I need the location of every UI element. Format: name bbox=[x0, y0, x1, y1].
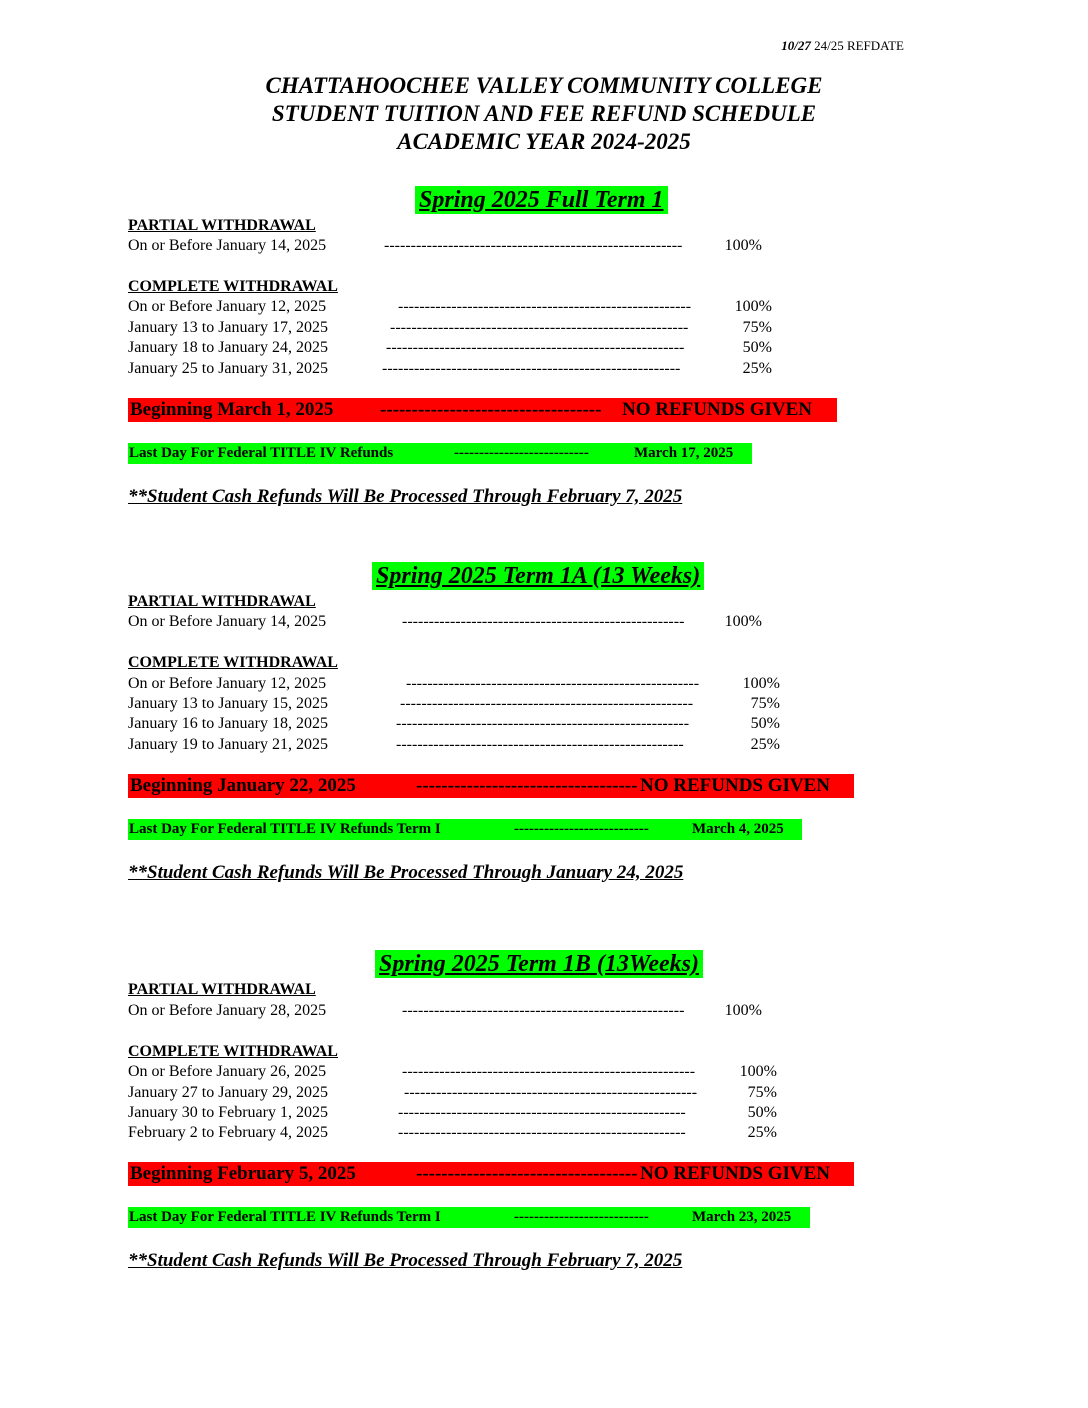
title-iv-bar bbox=[128, 1207, 810, 1228]
no-refunds-dashes: ----------------------------------- bbox=[416, 1163, 638, 1184]
title-iv-bar bbox=[128, 819, 802, 840]
ref-date: 10/27 24/25 REFDATE bbox=[781, 38, 904, 53]
complete-row-percent: 50% bbox=[747, 1104, 777, 1121]
complete-row-dashes: -------------------------------------------------------- bbox=[386, 339, 685, 356]
partial-row-date: On or Before January 28, 2025 bbox=[128, 1002, 327, 1019]
term-heading: Spring 2025 Full Term 1 bbox=[415, 186, 668, 214]
term-heading: Spring 2025 Term 1A (13 Weeks) bbox=[372, 562, 704, 590]
title-iv-dashes: --------------------------- bbox=[454, 445, 589, 461]
no-refunds-dashes: ----------------------------------- bbox=[380, 399, 602, 420]
partial-row-percent: 100% bbox=[724, 237, 762, 254]
no-refunds-bar bbox=[128, 398, 837, 422]
complete-row-date: January 25 to January 31, 2025 bbox=[128, 360, 328, 377]
complete-row-dashes: ------------------------------------------------------ bbox=[398, 1104, 686, 1121]
complete-row-dashes: ------------------------------------------------------ bbox=[396, 736, 684, 753]
partial-row-dashes: ----------------------------------------------------- bbox=[402, 613, 685, 630]
complete-row-percent: 50% bbox=[750, 715, 780, 732]
complete-withdrawal-label: COMPLETE WITHDRAWAL bbox=[128, 1043, 338, 1060]
title-iv-dashes: --------------------------- bbox=[514, 821, 649, 837]
partial-withdrawal-label: PARTIAL WITHDRAWAL bbox=[128, 217, 316, 234]
complete-row-dashes: ------------------------------------------------------- bbox=[400, 695, 694, 712]
complete-row-date: January 13 to January 17, 2025 bbox=[128, 319, 328, 336]
no-refunds-label: Beginning February 5, 2025 bbox=[130, 1163, 356, 1184]
complete-row-percent: 25% bbox=[742, 360, 772, 377]
complete-row-percent: 75% bbox=[742, 319, 772, 336]
complete-row-percent: 25% bbox=[747, 1124, 777, 1141]
complete-row-percent: 25% bbox=[750, 736, 780, 753]
title-line-2: STUDENT TUITION AND FEE REFUND SCHEDULE bbox=[271, 101, 817, 126]
partial-row-date: On or Before January 14, 2025 bbox=[128, 613, 327, 630]
cash-refund-note: **Student Cash Refunds Will Be Processed Through February 7, 2025 bbox=[128, 1250, 683, 1271]
title-line-1: CHATTAHOOCHEE VALLEY COMMUNITY COLLEGE bbox=[265, 73, 823, 98]
complete-row-date: January 16 to January 18, 2025 bbox=[128, 715, 328, 732]
no-refunds-bar bbox=[128, 1162, 854, 1186]
title-iv-date: March 23, 2025 bbox=[692, 1209, 792, 1225]
no-refunds-text: NO REFUNDS GIVEN bbox=[640, 775, 831, 796]
complete-row-dashes: ------------------------------------------------------- bbox=[404, 1084, 698, 1101]
no-refunds-text: NO REFUNDS GIVEN bbox=[622, 399, 813, 420]
cash-refund-note: **Student Cash Refunds Will Be Processed Through January 24, 2025 bbox=[128, 862, 684, 883]
no-refunds-text: NO REFUNDS GIVEN bbox=[640, 1163, 831, 1184]
complete-row-date: January 13 to January 15, 2025 bbox=[128, 695, 328, 712]
title-iv-label: Last Day For Federal TITLE IV Refunds Term I bbox=[129, 1209, 441, 1225]
complete-row-date: February 2 to February 4, 2025 bbox=[128, 1124, 328, 1141]
partial-row-dashes: -------------------------------------------------------- bbox=[384, 237, 683, 254]
complete-row-date: On or Before January 12, 2025 bbox=[128, 298, 327, 315]
title-line-3: ACADEMIC YEAR 2024-2025 bbox=[397, 129, 691, 154]
complete-row-dashes: ------------------------------------------------------- bbox=[396, 715, 690, 732]
partial-row-date: On or Before January 14, 2025 bbox=[128, 237, 327, 254]
no-refunds-dashes: ----------------------------------- bbox=[416, 775, 638, 796]
complete-row-date: January 30 to February 1, 2025 bbox=[128, 1104, 328, 1121]
complete-row-percent: 75% bbox=[747, 1084, 777, 1101]
title-iv-label: Last Day For Federal TITLE IV Refunds bbox=[129, 445, 394, 461]
no-refunds-label: Beginning March 1, 2025 bbox=[130, 399, 334, 420]
complete-row-dashes: ------------------------------------------------------ bbox=[398, 1124, 686, 1141]
title-iv-date: March 4, 2025 bbox=[692, 821, 784, 837]
complete-row-dashes: -------------------------------------------------------- bbox=[382, 360, 681, 377]
complete-row-percent: 50% bbox=[742, 339, 772, 356]
term-heading: Spring 2025 Term 1B (13Weeks) bbox=[375, 950, 703, 978]
complete-withdrawal-label: COMPLETE WITHDRAWAL bbox=[128, 654, 338, 671]
complete-row-percent: 75% bbox=[750, 695, 780, 712]
complete-row-date: January 19 to January 21, 2025 bbox=[128, 736, 328, 753]
partial-row-dashes: ----------------------------------------------------- bbox=[402, 1002, 685, 1019]
no-refunds-label: Beginning January 22, 2025 bbox=[130, 775, 356, 796]
complete-row-date: January 18 to January 24, 2025 bbox=[128, 339, 328, 356]
complete-row-dashes: -------------------------------------------------------- bbox=[390, 319, 689, 336]
partial-row-percent: 100% bbox=[724, 613, 762, 630]
title-iv-dashes: --------------------------- bbox=[514, 1209, 649, 1225]
complete-row-dashes: ------------------------------------------------------- bbox=[398, 298, 692, 315]
complete-row-percent: 100% bbox=[734, 298, 772, 315]
complete-row-date: On or Before January 26, 2025 bbox=[128, 1063, 327, 1080]
title-iv-bar bbox=[128, 443, 752, 464]
title-iv-label: Last Day For Federal TITLE IV Refunds Term I bbox=[129, 821, 441, 837]
complete-row-percent: 100% bbox=[739, 1063, 777, 1080]
complete-row-percent: 100% bbox=[742, 675, 780, 692]
complete-row-dashes: ------------------------------------------------------- bbox=[406, 675, 700, 692]
partial-withdrawal-label: PARTIAL WITHDRAWAL bbox=[128, 981, 316, 998]
complete-withdrawal-label: COMPLETE WITHDRAWAL bbox=[128, 278, 338, 295]
complete-row-dashes: ------------------------------------------------------- bbox=[402, 1063, 696, 1080]
title-iv-date: March 17, 2025 bbox=[634, 445, 734, 461]
cash-refund-note: **Student Cash Refunds Will Be Processed Through February 7, 2025 bbox=[128, 486, 683, 507]
partial-withdrawal-label: PARTIAL WITHDRAWAL bbox=[128, 593, 316, 610]
complete-row-date: On or Before January 12, 2025 bbox=[128, 675, 327, 692]
no-refunds-bar bbox=[128, 774, 854, 798]
partial-row-percent: 100% bbox=[724, 1002, 762, 1019]
complete-row-date: January 27 to January 29, 2025 bbox=[128, 1084, 328, 1101]
